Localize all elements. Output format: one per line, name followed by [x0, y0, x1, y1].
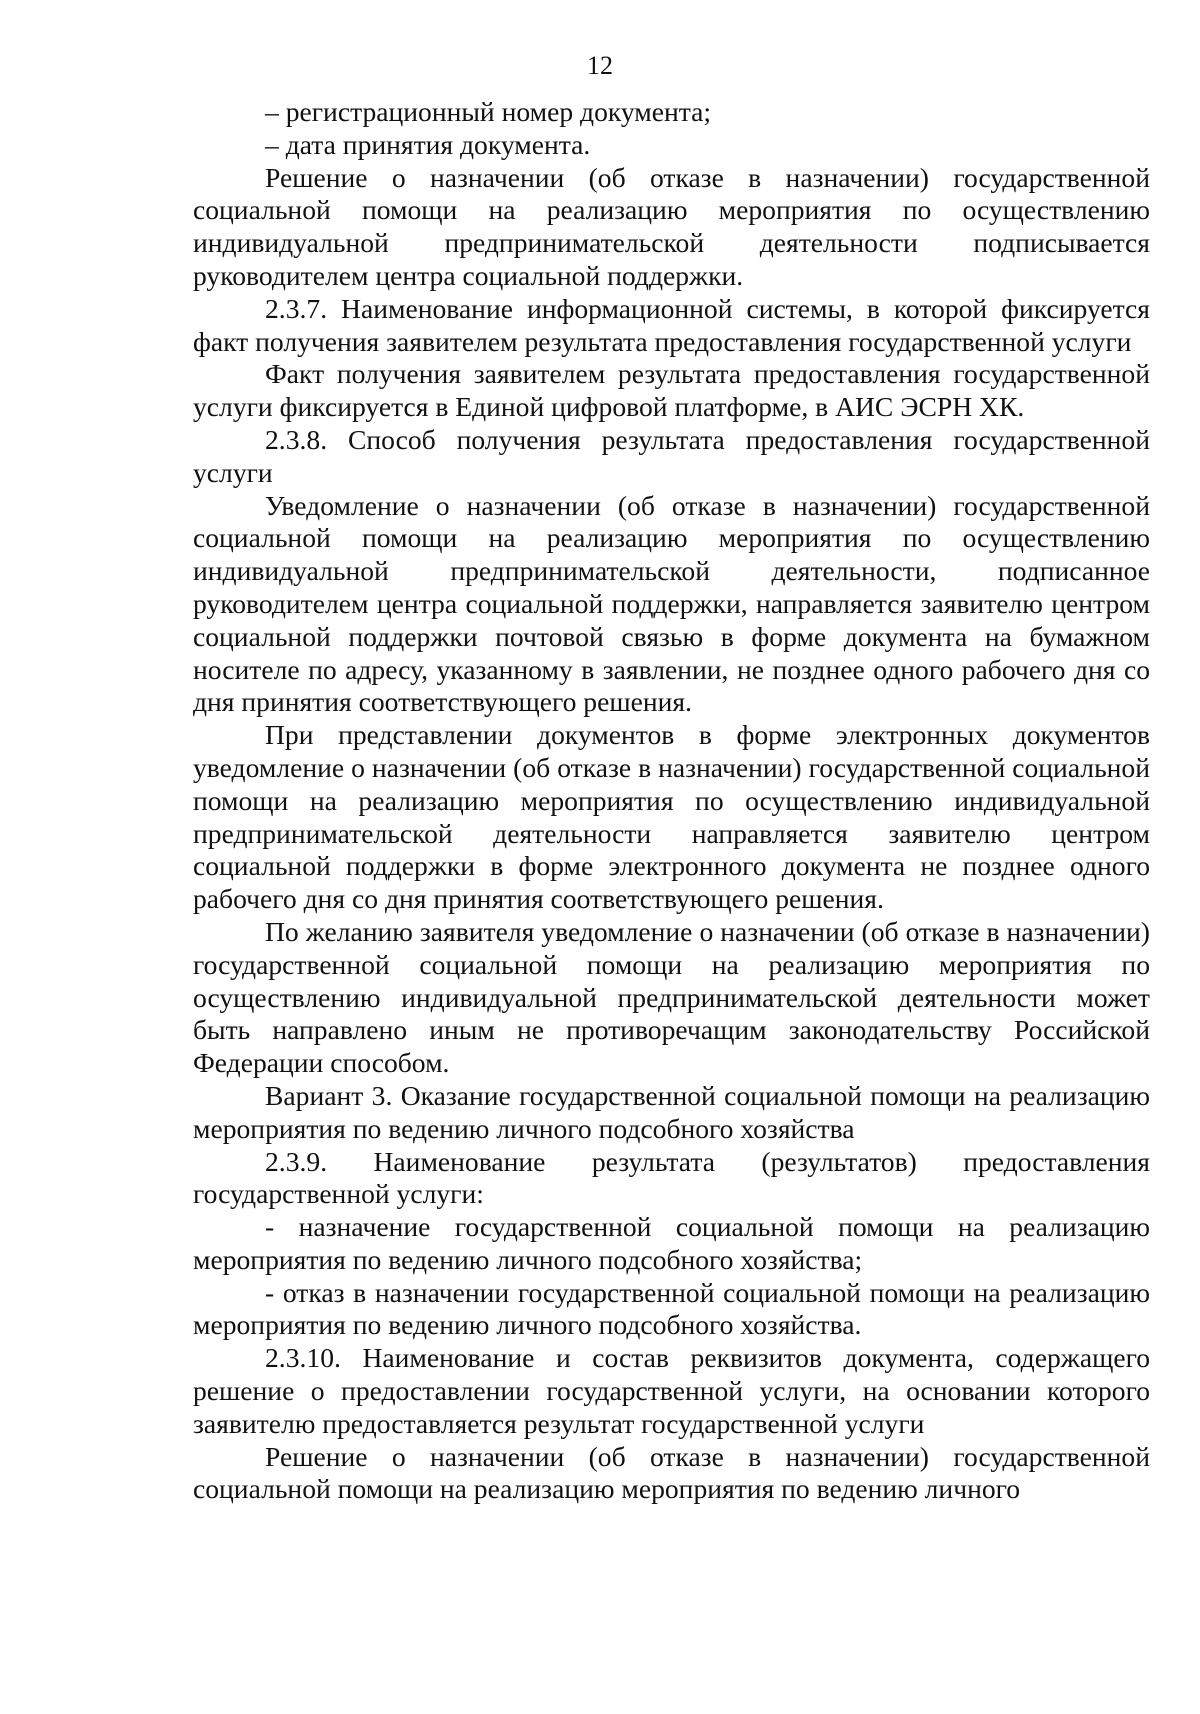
variant-3-heading: Вариант 3. Оказание государственной социальной помощи на реализацию мероприятия по ведению личного подсобного хозяйства — [193, 1079, 1150, 1144]
list-item-refusal: - отказ в назначении государственной социальной помощи на реализацию мероприятия по ведению личного подсобного хозяйства. — [193, 1276, 1150, 1341]
section-heading-2-3-8: 2.3.8. Способ получения результата предоставления государственной услуги — [193, 423, 1150, 488]
paragraph-fact-recorded: Факт получения заявителем результата предоставления государственной услуги фиксируется в Единой цифровой платформе, в АИС ЭСРН ХК. — [193, 358, 1150, 423]
section-heading-2-3-7: 2.3.7. Наименование информационной системы, в которой фиксируется факт получения заявителем результата предоставления государственной услуги — [193, 292, 1150, 357]
section-heading-2-3-10: 2.3.10. Наименование и состав реквизитов документа, содержащего решение о предоставлении государственной услуги, на основании которого заявителю предоставляется результат государственной услуги — [193, 1342, 1150, 1439]
paragraph-decision-continued: Решение о назначении (об отказе в назначении) государственной социальной помощи на реализацию мероприятия по ведению личного — [193, 1440, 1150, 1505]
paragraph-notification-post: Уведомление о назначении (об отказе в назначении) государственной социальной помощи на реализацию мероприятия по осуществлению индивидуальной предпринимательской деятельности, подписанное руководителем центра социальной поддержки, направляется заявителю центром социальной поддержки почтовой связью в форме документа на бумажном носителе по адресу, указанному в заявлении, не позднее одного рабочего дня со дня принятия соответствующего решения. — [193, 489, 1150, 718]
document-body — [193, 96, 1150, 1506]
paragraph-notification-electronic: При представлении документов в форме электронных документов уведомление о назначении (об отказе в назначении) государственной социальной помощи на реализацию мероприятия по осуществлению индивидуальной предпринимательской деятельности направляется заявителю центром социальной поддержки в форме электронного документа не позднее одного рабочего дня со дня принятия соответствующего решения. — [193, 719, 1150, 915]
list-item-assignment: - назначение государственной социальной помощи на реализацию мероприятия по ведению личного подсобного хозяйства; — [193, 1211, 1150, 1275]
paragraph-notification-other-way: По желанию заявителя уведомление о назначении (об отказе в назначении) государственной социальной помощи на реализацию мероприятия по осуществлению индивидуальной предпринимательской деятельности может быть направлено иным не противоречащим законодательству Российской Федерации способом. — [193, 915, 1150, 1079]
page-number: 12 — [587, 51, 613, 80]
paragraph-decision-signing: Решение о назначении (об отказе в назначении) государственной социальной помощи на реализацию мероприятия по осуществлению индивидуальной предпринимательской деятельности подписывается руководителем центра социальной поддержки. — [193, 161, 1150, 291]
paragraph-acceptance-date: – дата принятия документа. — [265, 128, 591, 160]
section-heading-2-3-9: 2.3.9. Наименование результата (результатов) предоставления государственной услуги: — [193, 1145, 1150, 1210]
paragraph-registration-number: – регистрационный номер документа; — [265, 96, 712, 127]
